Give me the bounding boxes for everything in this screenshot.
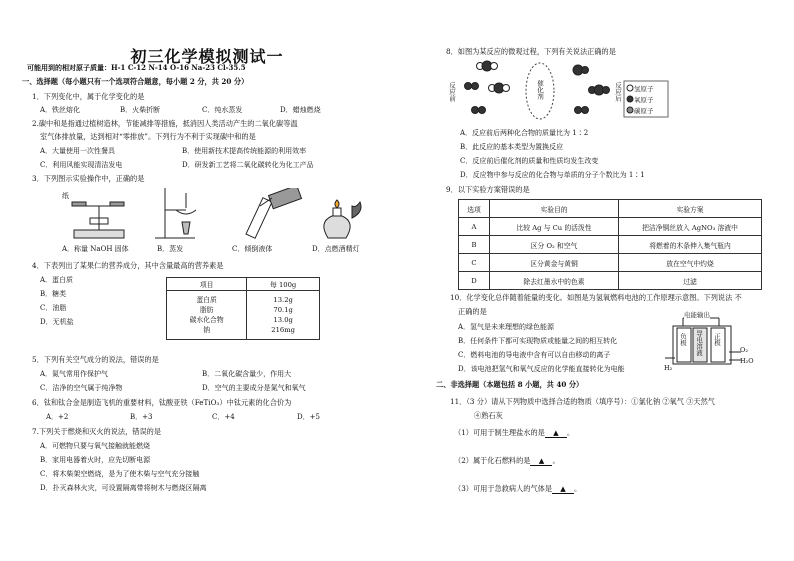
fuel-cell-h2o: H₂O — [740, 357, 754, 365]
nutrition-items-cell — [167, 291, 247, 340]
q7-option-a: A．可燃物只要与氧气接触就能燃烧 — [40, 442, 151, 450]
q9-stem: 9．以下实验方案错误的是 — [446, 185, 530, 194]
q2-option-b: B．使用新技术提高传统能源的利用效率 — [182, 147, 307, 155]
table-cell: 区分黄金与黄铜 — [490, 254, 619, 272]
molecules-after — [573, 65, 610, 114]
q3-stem: 3．下列图示实验操作中，正确的是 — [32, 174, 145, 183]
fuel-cell-positive: 正极 — [713, 333, 721, 346]
q11-item-1-text: （1）可用于制生理盐水的是 — [454, 428, 545, 437]
table-cell: 除去红墨水中的色素 — [490, 272, 619, 290]
nutrition-item: 碳水化合物 — [189, 316, 224, 324]
table-cell: 比较 Ag 与 Cu 的活泼性 — [490, 218, 619, 236]
q5-option-d: D．空气的主要成分是氮气和氧气 — [202, 384, 306, 392]
table-cell: C — [459, 254, 490, 272]
q1-option-d: D．蜡烛燃烧 — [280, 106, 321, 114]
q10-stem-line2: 正确的是 — [458, 307, 487, 316]
label-catalyst: 催化剂 — [536, 80, 544, 100]
q10-option-d: D．该电池把氢气和氧气反应的化学能直接转化为电能 — [458, 365, 625, 373]
table-cell: 把洁净铜丝放入 AgNO₃ 溶液中 — [619, 218, 762, 236]
table-cell: 放在空气中灼烧 — [619, 254, 762, 272]
evaporation-figure — [155, 188, 196, 238]
q11-item-3-text: （3）可用于急救病人的气体是 — [454, 484, 553, 493]
q3-option-b: B．蒸发 — [157, 245, 184, 253]
answer-blank[interactable]: ▲ — [545, 428, 567, 438]
nutrition-item: 钠 — [203, 326, 211, 334]
table-row — [459, 254, 762, 272]
q4-option-c: C．油脂 — [40, 304, 67, 312]
q5-stem: 5．下列有关空气成分的说法，错误的是 — [32, 355, 159, 364]
q10-stem-line1: 10．化学变化总伴随着能量的变化。如图是为氢氧燃料电池的工作原理示意图。下列说法 不 — [450, 293, 742, 302]
q11-stem-line2: ④熟石灰 — [474, 411, 503, 420]
experiment-table — [458, 199, 762, 290]
q7-option-d: D．扑灭森林火灾，可设置隔离带将树木与燃烧区隔离 — [40, 484, 207, 492]
legend-carbon: 碳原子 — [634, 107, 654, 115]
q1-option-b: B．火柴折断 — [120, 106, 161, 114]
nutrition-item: 蛋白质 — [196, 296, 217, 304]
q11-item-1 — [454, 428, 574, 438]
fuel-cell-figure — [665, 312, 743, 374]
q7-option-b: B．家用电器着火时，应先切断电源 — [40, 456, 151, 464]
nutrition-value: 216mg — [271, 326, 296, 334]
label-after: 反应后 — [614, 82, 622, 102]
legend-oxygen: 氧原子 — [634, 96, 654, 104]
q4-option-b: B．糖类 — [40, 290, 67, 298]
q2-option-c: C．利用风能实现清洁发电 — [40, 161, 123, 169]
fuel-cell-negative: 负极 — [679, 333, 687, 346]
section-1-heading: 一、选择题（每小题只有一个选项符合题意，每小题 2 分，共 20 分） — [22, 77, 249, 86]
atomic-masses: 可能用到的相对原子质量：H-1 C-12 N-14 O-16 Na-23 Cl-35.5 — [27, 63, 246, 72]
nutrition-table — [166, 277, 320, 340]
table-row — [459, 272, 762, 290]
nutrition-value: 70.1g — [273, 306, 293, 314]
answer-blank[interactable]: ▲ — [552, 484, 574, 494]
q3-apparatus-figure — [60, 188, 380, 248]
q4-option-d: D．无机盐 — [40, 318, 74, 326]
q2-stem-line1: 2.碳中和是指通过植树造林，节能减排等措施，抵消因人类活动产生的二氧化碳等温 — [32, 119, 298, 128]
q11-item-3 — [454, 484, 581, 494]
q2-option-d: D．研发新工艺将二氧化碳转化为化工产品 — [182, 161, 314, 169]
nutrition-values-cell — [247, 291, 320, 340]
q1-option-c: C．纯水蒸发 — [202, 106, 243, 114]
table-row — [459, 218, 762, 236]
nutrition-header-item: 项目 — [167, 278, 247, 291]
table-row — [459, 236, 762, 254]
fuel-cell-solution: 导电溶液 — [695, 330, 703, 356]
molecules-before — [465, 61, 510, 114]
q6-option-b: B．+3 — [130, 413, 153, 421]
exp-header-plan: 实验方案 — [619, 200, 762, 218]
nutrition-value: 13.2g — [273, 296, 293, 304]
q10-option-a: A．氢气是未来理想的绿色能源 — [458, 323, 555, 331]
q1-option-a: A．铁丝熔化 — [40, 106, 81, 114]
label-before: 反应前 — [448, 82, 456, 102]
nutrition-header-value: 每 100g — [247, 278, 320, 291]
q7-option-c: C．将木柴架空燃烧，是为了使木柴与空气充分接触 — [40, 470, 200, 478]
q6-option-d: D．+5 — [297, 413, 320, 421]
right-column — [410, 0, 785, 561]
pouring-figure — [246, 188, 301, 238]
nutrition-item: 脂肪 — [199, 306, 214, 314]
period: 。 — [574, 484, 582, 493]
legend-hydrogen: 氢原子 — [634, 85, 654, 93]
table-cell: 过滤 — [619, 272, 762, 290]
nutrition-value: 13.0g — [273, 316, 293, 324]
fuel-cell-output-label: 电能输出 — [684, 311, 710, 319]
q7-stem: 7.下列关于燃烧和灭火的说法，错误的是 — [32, 427, 162, 436]
left-column — [22, 0, 392, 561]
q1-stem: 1．下列变化中，属于化学变化的是 — [32, 92, 145, 101]
period: 。 — [566, 428, 575, 437]
q10-option-b: B．任何条件下都可实现物质或能量之间的相互转化 — [458, 337, 618, 345]
page-title: 初三化学模拟测试一 — [130, 47, 284, 66]
period: 。 — [552, 456, 560, 465]
section-2-heading: 二、非选择题（本题包括 8 小题，共 40 分） — [436, 380, 584, 389]
q6-option-a: A．+2 — [46, 413, 69, 421]
fuel-cell-o2: O₂ — [740, 346, 748, 354]
q6-option-c: C．+4 — [212, 413, 235, 421]
table-cell: 区分 O₂ 和空气 — [490, 236, 619, 254]
paper-label: 纸 — [62, 192, 69, 200]
q5-option-a: A．氮气常用作保护气 — [40, 370, 109, 378]
q4-option-a: A．蛋白质 — [40, 276, 74, 284]
q10-option-c: C．燃料电池的导电液中含有可以自由移动的离子 — [458, 351, 611, 359]
exp-header-option: 选项 — [459, 200, 490, 218]
table-cell: A — [459, 218, 490, 236]
q8-option-d: D．反应物中参与反应的化合物与单质的分子个数比为 1∶1 — [460, 171, 645, 179]
q5-option-c: C．洁净的空气属于纯净物 — [40, 384, 123, 392]
q5-option-b: B．二氧化碳含量少，作用大 — [202, 370, 292, 378]
table-cell: D — [459, 272, 490, 290]
table-cell: 将燃着的木条伸入集气瓶内 — [619, 236, 762, 254]
table-cell: B — [459, 236, 490, 254]
q8-stem: 8．如图为某反应的微观过程，下列有关说法正确的是 — [446, 47, 616, 56]
q11-item-2-text: （2）属于化石燃料的是 — [454, 456, 531, 465]
q6-stem: 6．钛和钛合金是制造飞机的重要材料，钛酸亚铁（FeTiO₃）中钛元素的化合价为 — [32, 398, 292, 407]
exp-header-purpose: 实验目的 — [490, 200, 619, 218]
q8-option-a: A．反应前后两种化合物的质量比为 1∶2 — [460, 129, 589, 137]
answer-blank[interactable]: ▲ — [530, 456, 552, 466]
balance-figure — [72, 202, 124, 238]
q3-option-d: D．点燃酒精灯 — [312, 245, 360, 253]
q8-option-b: B．此反应的基本类型为置换反应 — [460, 143, 564, 151]
q11-item-2 — [454, 456, 560, 466]
q2-option-a: A．大量使用一次性餐具 — [40, 147, 116, 155]
q11-stem-line1: 11．（3 分）请从下列物质中选择合适的物质（填序号）：①氯化钠 ②氧气 ③天然气 — [450, 397, 715, 406]
q2-stem-line2: 室气体排放量，达到相对“零排放”。下列行为不利于实现碳中和的是 — [40, 132, 256, 141]
q3-option-a: A．称量 NaOH 固体 — [62, 245, 129, 253]
alcohol-lamp-figure — [324, 200, 361, 238]
q4-stem: 4．下表列出了某果仁的营养成分，其中含量最高的营养素是 — [32, 261, 224, 270]
fuel-cell-h2: H₂ — [664, 364, 673, 372]
q8-option-c: C．反应前后催化剂的质量和性质均发生改变 — [460, 157, 599, 165]
q3-option-c: C．倾倒液体 — [232, 245, 273, 253]
